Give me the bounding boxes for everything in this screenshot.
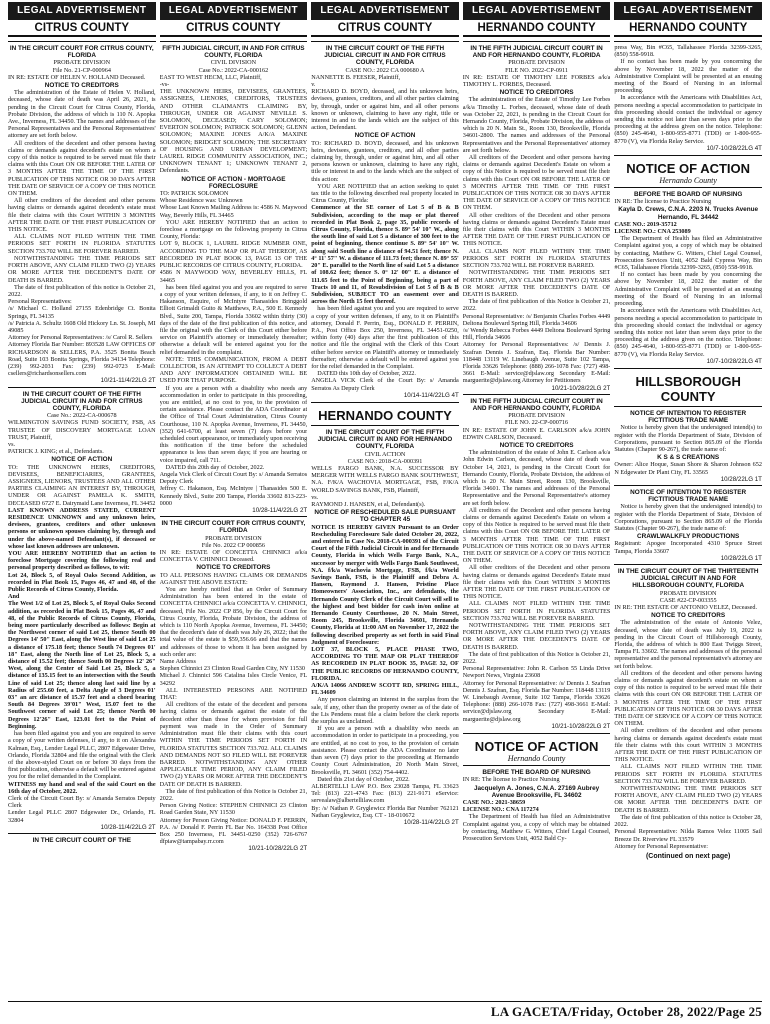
notice-paragraph: 10/21-10/28/22LG 2T: [248, 845, 308, 853]
notice-paragraph: 4586 N MAYWOOD WAY, BEVERLEY HILLS, FL 34465: [159, 269, 308, 284]
section-rule: [311, 402, 459, 403]
notice-paragraph: IN RE: The license to Practice Nursing: [462, 776, 560, 784]
legal-notice: [8, 41, 156, 385]
notice-paragraph: The administration of the Estate of Timothy Lee Forbes a/k/a Timothy L. Forbes, deceased, whose date of death was October 22, 2021, is pending in the Circuit Court for Hernando County, Florida, Probate Division, the address of which is 20 N. Main St., Room 130, Brooksville, Florida 34601-2800. The names and addresses of the Personal Representatives and the Personal Representatives' attorney are set forth below.: [462, 96, 611, 154]
notice-paragraph: IN RE: ESTATE OF HELEN V. HOLLAND Deceased.: [8, 73, 146, 81]
notice-paragraph: All other creditors of the Decedent and other persons having claims or demands against Decedent's Estate must file their claims with this Court WITHIN 3 MONTHS AFTER THE DATE OF THE FIRST PUBLICATION OF THIS NOTICE.: [462, 211, 611, 248]
notice-paragraph: All creditors of the Decedent and other persons having claims or demands against Decedent's Estate on whom a copy of this Notice is required to be served must file their claims with this Court ON OR BEFORE THE LATER OF 3 MONTHS AFTER THE TIME OF THE FIRST PUBLICATION OF THIS NOTICE OR 30 DAYS AFTER THE DATE OF SERVICE OF A COPY OF THIS NOTICE ON THEM.: [462, 506, 611, 565]
notice-paragraph: ALBERTELLI LAW P.O. Box 23028 Tampa, FL 33623 Tel: (813) 221-4743 Fax: (813) 221-9171 eService: servealaw@albertellilaw.com: [311, 782, 459, 805]
notice-paragraph: FILE NO. 2022-CP-0911: [505, 66, 568, 74]
notice-paragraph: CASE NO.: 2019-35712: [614, 220, 677, 228]
notice-paragraph: 10/21-10/28/22LG 2T: [551, 384, 611, 392]
notice-paragraph: has been filed against you and you are required to serve a copy of your written defenses, if any, to it on Plaintiff's attorney, Donald F. Perrin, Esq., DONALD F. PERRIN, P.A., Post Office Box 250, Inverness, FL 34451-0250, within forty (40) days after the first publication of this notice and file the original with the Clerk of this Court either before service on Plaintiff's attorney or immediately thereafter; otherwise a default will be entered against you for the relief demanded in the Complaint.: [311, 305, 459, 370]
legal-notice: [8, 833, 156, 844]
notice-paragraph: /s/ Patricia A. Schultz 1608 Old Hickory Ln. St. Joseph, MI 49085: [8, 319, 156, 334]
notice-paragraph: NOTICE TO CREDITORS: [196, 564, 271, 572]
notice-paragraph: PATRICK J. KING; et al., Defendants.: [8, 448, 104, 456]
columns-container: [8, 2, 762, 1000]
notice-paragraph: All creditors of the decedent and other persons having claims or demands against decedent's estate on whom a copy of this notice is required to be served must file their claims with this court ON OR BEFORE THE LATER OF 3 MONTHS AFTER THE TIME OF THE FIRST PUBLICATION OF THIS NOTICE OR 30 DAYS AFTER THE DATE OF SERVICE OF A COPY OF THIS NOTICE ON THEM.: [614, 669, 762, 728]
notice-paragraph: Jacquelyn A. Jones, C.N.A. 27169 Aubrey Avenue Brooksville, FL 34602: [473, 784, 600, 799]
notice-paragraph: LAST KNOWN ADDRESS STATED, CURRENT RESIDENCE UNKNOWN and any unknown heirs, devisees, grantees, creditors and other unknown persons or unknown spouses claiming by, through and under the above-named Defendant(s), if deceased or whose last known addresses are unknown.: [8, 506, 156, 550]
notice-paragraph: 10/28/22LG 1T: [720, 554, 762, 562]
notice-paragraph: Whose Last Known Mailing Address is: 4586 N. Maywood Way, Beverly Hills, FL 34465: [159, 204, 308, 219]
notice-paragraph: IN RE: ESTATE OF TIMOTHY LEE FORBES a/k/a TIMOTHY L. FORBES, Deceased.: [462, 73, 611, 89]
notice-paragraph: CIVIL ACTION: [364, 450, 406, 458]
section-subtitle: Hernando County: [659, 176, 717, 186]
notice-paragraph: The Department of Health has filed an Administrative Complaint against you, a copy of which may be obtained by contacting, Matthew G. Witters, Chief Legal Counsel, Prosecution Services Unit, 4052 Bald Cypress Way, Bin #C65, Tallahassee Florida 32399-3265, (850) 558-9918.: [614, 235, 762, 272]
notice-paragraph: A/K/A 14066 ANDREW SCOTT RD, SPRING HILL, FL 34609: [311, 682, 459, 697]
section-title: HERNANDO COUNTY: [318, 407, 452, 423]
notice-paragraph: TO: RICHARD D. BOYD, deceased, and his unknown heirs, devisees, grantees, creditors, and all other parties claiming by, through, under or against him, and all other persons known or unknown, claiming to have any right, title or interest in and to the lands which are the subject of this action:: [311, 139, 459, 183]
notice-paragraph: Lender Legal PLLC 2807 Edgewater Dr., Orlando, FL 32804: [8, 809, 156, 824]
section-title: NOTICE OF ACTION: [474, 739, 599, 755]
notice-paragraph: IN THE FIFTH JUDICIAL CIRCUIT COURT IN AND FOR HERNANDO COUNTY, FLORIDA: [470, 397, 603, 412]
notice-paragraph: CIVIL DIVISION: [210, 59, 257, 67]
column-3: [311, 2, 459, 1000]
notice-paragraph: In accordance with the Americans with Disabilities Act, persons needing a special accommodation to participate in this proceeding should contact the individual or agency sending this notice not later than seven days prior to the proceeding at the address given on the notice. Telephone: (850) 245-4640, 1-800-955-8771 (TDD) or 1-800-955-8770 (V), via Florida Relay Service.: [614, 307, 762, 358]
notice-paragraph: Attorney for Personal Representatives: /s/ Carol R. Sellers: [8, 334, 153, 342]
notice-paragraph: 10/21-10/28/22LG 2T: [551, 722, 611, 730]
notice-paragraph: IN THE CIRCUIT COURT OF THE: [32, 836, 131, 844]
notice-paragraph: NOTWITHSTANDING THE TIME PERIODS SET FORTH ABOVE, ANY CLAIM FILED TWO (2) YEARS OR MORE AFTER THE DECEDENT'S DATE OF DEATH IS BARRED.: [462, 622, 611, 651]
notice-paragraph: File No. 21-CP-000964: [52, 66, 111, 74]
notice-paragraph: BEFORE THE BOARD OF NURSING: [634, 191, 743, 199]
notice-paragraph: WILMINGTON SAVINGS FUND SOCIETY, FSB, AS TRUSTEE OF DISCOVERY MORTGAGE LOAN TRUST, Plaintiff,: [8, 419, 156, 441]
column-2: [160, 2, 308, 1000]
notice-paragraph: press Way, Bin #C65, Tallahassee Florida 32399-3265, (850) 558-9918.: [614, 44, 762, 59]
notice-paragraph: LICENSE NO.: CNA 253089: [614, 228, 691, 236]
page-footer: LA GACETA/Friday, October 28, 2022/Page 25: [490, 1004, 762, 1019]
notice-paragraph: RICHARD D. BOYD, deceased, and his unknown heirs, devisees, grantees, creditors, and all other parties claiming by, through, under or against him, and all other persons known or unknown, claiming to have any right, title or interest in and to the lands which are the subject of this action, Defendant.: [311, 88, 459, 132]
notice-paragraph: And: [8, 593, 20, 601]
column-header: LEGAL ADVERTISEMENT: [8, 2, 156, 20]
notice-paragraph: Attorney for Personal Representative:: [614, 842, 709, 850]
notice-paragraph: All creditors of the estate of the decedent and persons having claims or demands against the estate of the decedent other than those for whom provision for full payment was made in the Order of Summary Administration must file their claims with this court WITHIN THE TIME PERIODS SET FORTH IN FLORIDA STATUTES SECTION 733.702. ALL CLAIMS AND DEMANDS NOT SO FILED WILL BE FOREVER BARRED. NOTWITHSTANDING ANY OTHER APPLICABLE TIME PERIOD, ANY CLAIM FILED TWO (2) YEARS OR MORE AFTER THE DECEDENT'S DATE OF DEATH IS BARRED.: [159, 701, 308, 788]
notice-paragraph: All other creditors of the decedent and other persons having claims or demands against decedent's estate must file their claims with this Court WITHIN 3 MONTHS AFTER THE DATE OF THE FIRST PUBLICATION OF THIS NOTICE.: [8, 197, 156, 234]
notice-paragraph: DATED this 10th day of October, 2022.: [317, 370, 416, 378]
notice-paragraph: CRAWLWALKFLY PRODUCTIONS: [637, 533, 740, 541]
notice-paragraph: Michael J. Chinnici 596 Catalina Isles Circle Venice, FL 34292: [159, 672, 308, 687]
notice-paragraph: YOU ARE HEREBY NOTIFIED that an action to foreclose a mortgage on the following property in Citrus County, Florida:: [159, 218, 308, 241]
notice-paragraph: NOTICE OF ACTION - MORTGAGE FORECLOSURE: [181, 175, 286, 190]
notice-paragraph: IN RE: THE ESTATE OF ANTONIO VELEZ, Deceased.: [614, 604, 758, 611]
notice-paragraph: 10/7-10/28/22LG 4T: [706, 144, 762, 152]
notice-paragraph: Personal Representative: John R. Carlson 55 Linda Drive Newport News, Virginia 23608: [462, 665, 611, 680]
section-title: HILLSBOROUGH COUNTY: [635, 373, 741, 404]
notice-paragraph: PROBATE DIVISION: [508, 412, 565, 420]
notice-paragraph: Personal Representative: Nilda Ramos Velez 11005 Sail Breeze Dr. Riverview FL 33579: [614, 828, 762, 843]
notice-paragraph: v.: [311, 81, 316, 89]
notice-paragraph: FIFTH JUDICIAL CIRCUIT, IN AND FOR CITRUS COUNTY, FLORIDA: [162, 45, 305, 60]
notice-paragraph: CASE #22-CP-003355: [659, 596, 717, 604]
notice-paragraph: IN RE: The license to Practice Nursing: [614, 198, 712, 206]
notice-paragraph: NOTICE IS HEREBY GIVEN Pursuant to an Order Rescheduling Foreclosure Sale dated October 20, 2022, and entered in Case No. 2018-CA-000391 of the Circuit Court of the Fifth Judicial Circuit in and for Hernando County, Florida in which Wells Fargo Bank, N.A., successor by merger with Wells Fargo Bank Southwest, N.A. f/k/a Wachovia Mortgage, FSB, f/k/a World Savings Bank, FSB, is the Plaintiff and Debra A. Hansen, Raymond J. Hansen, Pristine Place Homeowners' Association, Inc., are defendants, the Hernando County Clerk of the Circuit Court will sell to the highest and best bidder for cash in/on online at Hernando County Courthouse, 20 N. Main Street, Room 245, Brooksville, Florida 34601, Hernando County, Florida at 11:00 AM on November 17, 2022 the following described property as set forth in said Final Judgment of Foreclosure:: [311, 523, 459, 646]
legal-notice: [311, 425, 459, 826]
notice-paragraph: 10/28-11/4/22LG 2T: [252, 507, 308, 514]
notice-paragraph: IN RE: ESTATE OF JOHN E. CARLSON a/k/a JOHN EDWIN CARLSON, Deceased.: [462, 426, 611, 441]
notice-paragraph: Owner: Alice Hoque, Susan Shore & Sharon Johnson 652 N Edgewater Dr Plant City, FL 33565: [614, 461, 762, 476]
county-heading: HERNANDO COUNTY: [463, 22, 611, 37]
legal-notice: [311, 41, 459, 399]
notice-paragraph: PROBATE DIVISION: [659, 589, 717, 597]
notice-paragraph: If you are a person with a disability who needs an accommodation in order to participate in a proceeding, you are entitled, at no cost to you, to the provision of certain assistance. Please contact the ADA Coordinator no later than seven (7) days prior to the proceeding at Hernando County Court Administration, 20 North Main Street, Brooksville, FL 34601 (352) 754-4402.: [311, 725, 459, 776]
notice-paragraph: WITNESS my hand and seal of the said Court on the 16th day of October, 2022.: [8, 780, 156, 795]
column-header: LEGAL ADVERTISEMENT: [463, 2, 611, 20]
notice-paragraph: IN THE CIRCUIT COURT FOR CITRUS COUNTY, FLORIDA: [9, 45, 154, 60]
legal-notice: [463, 41, 611, 392]
notice-paragraph: Jeffrey C. Hakanson, Esq. McIntyre | Thanasides 500 E. Kennedy Blvd., Suite 200 Tampa, Florida 33602 813-223-0000: [159, 485, 308, 507]
notice-paragraph: LICENSE NO.: CNA 117274: [462, 806, 539, 814]
notice-paragraph: ALL CLAIMS NOT FILED WITHIN THE TIME PERIODS SET FORTH IN FLORIDA STATUTES SECTION 733.702 WILL BE FOREVER BARRED.: [462, 600, 611, 622]
notice-paragraph: NOTICE TO CREDITORS: [44, 82, 119, 90]
notice-paragraph: The administration of the estate of Antonio Velez, deceased, whose date of death was July 19, 2022 is pending in the Circuit Court of Hillsborough County, Florida, the address of which is 800 East Twiggs Street, Tampa FL 33602. The names and addresses of the personal representative and the personal representative's attorney are set forth below.: [614, 619, 762, 670]
notice-paragraph: NOTICE OF INTENTION TO REGISTER FICTITIOUS TRADE NAME: [630, 409, 747, 425]
notice-paragraph: Case No.: 2022-CA-000678: [46, 412, 117, 420]
notice-paragraph: Clerk of the Circuit Court By: s/ Amanda Serratos Deputy Clerk: [8, 794, 156, 810]
legal-notice: [160, 516, 308, 852]
notice-paragraph: TO: THE UNKNOWN HEIRS, CREDITORS, DEVISEES, BENEFICIARIES, GRANTEES, ASSIGNEES, LIENORS, TRUSTEES AND ALL OTHER PARTIES CLAIMING AN INTEREST BY, THROUGH, UNDER OR AGAINST PAMELA K. SMITH, DECEASED 6727 E. Dairymaid Lane Inverness, FL 34452: [8, 463, 156, 507]
notice-paragraph: has been filed against you and you are required to serve a copy of your written defenses, if any, to it on Alexandra Kalman, Esq., Lender Legal PLLC, 2807 Edgewater Drive, Orlando, Florida 32804 and file the original with the Clerk of the above-styled Court on or before 30 days from the first publication, otherwise a default will be entered against you for the relief demanded in the Complaint.: [8, 730, 156, 781]
notice-paragraph: All creditors of the Decedent and other persons having claims or demands against Decedent's Estate on whom a copy of this Notice is required to be served must file their claims with this Court ON OR BEFORE THE LATER OF 3 MONTHS AFTER THE TIME OF THE FIRST PUBLICATION OF THIS NOTICE OR 30 DAYS AFTER THE DATE OF SERVICE OF A COPY OF THIS NOTICE ON THEM.: [462, 154, 611, 212]
notice-paragraph: Case No.: 2022-CA-000162: [198, 66, 269, 74]
footer-rule: [8, 1001, 762, 1002]
notice-paragraph: vs.: [311, 493, 319, 501]
notice-paragraph: All other creditors of the Decedent and other persons having claims or demands against Decedent's Estate must file their claims with this Court WITHIN 3 MONTHS AFTER THE DATE OF THE FIRST PUBLICATION OF THIS NOTICE.: [462, 564, 611, 601]
notice-paragraph: In accordance with the Americans with Disabilities Act, persons needing a special accommodation to participate in this proceeding should contact the individual or agency sending this notice not later than seven days prior to the proceeding at the address given on the notice. Telephone: (850) 245-4640, 1-800-955-8771 (TDD) or 1-800-955-8770 (V), via Florida Relay Service.: [614, 94, 762, 145]
notice-paragraph: YOU ARE HEREBY NOTIFIED that an action to foreclose Mortgage covering the following real and personal property described as follows, to wit:: [8, 550, 156, 572]
notice-paragraph: NOTICE OF INTENTION TO REGISTER FICTITIOUS TRADE NAME: [630, 488, 747, 504]
notice-paragraph: 10/28/22LG 1T: [720, 475, 762, 483]
notice-paragraph: FILE NO. 22-CP-000716: [505, 419, 569, 427]
notice-paragraph: The administration of the Estate of Helen V. Holland, deceased, whose date of death was April 26, 2021, is pending in the Circuit Court for Citrus County, Florida, Probate Division, the address of which is 110 N. Apopka Ave., Inverness, FL 34450. The names and addresses of the Personal Representatives and the Personal Representatives' attorney are set forth below.: [8, 89, 156, 140]
notice-paragraph: Attorney Florida Bar Number: 893528 LAW OFFICES OF RICHARDSON & SELLERS, P.A. 3525 Bonita Beach Road, Suite 103 Bonita Springs, Florida 34134 Telephone: (239) 992-2031 Fax: (239) 992-0723 E-Mail: csellers@richardsonsellers.com: [8, 341, 156, 378]
column-5: [614, 2, 762, 1000]
notice-paragraph: Notice is hereby given that the undersigned intend(s) to register with the Florida Department of State, Division of Corporations, pursuant to Section 865.09 of the Florida Statutes (Chapter 90-267), the trade name of:: [614, 424, 762, 453]
notice-paragraph: 10/28-11/4/22LG 2T: [100, 823, 156, 831]
notice-paragraph: 10/7-10/28/22LG 4T: [706, 357, 762, 365]
column-header: LEGAL ADVERTISEMENT: [614, 2, 762, 20]
notice-paragraph: The date of first publication of this Notice is October 21, 2022.: [159, 787, 308, 802]
county-heading: CITRUS COUNTY: [160, 22, 308, 37]
notice-paragraph: -vs-: [159, 81, 170, 89]
notice-paragraph: Registrant: Apogee Incorporated 4310 Spruce Street Tampa, Florida 33607: [614, 540, 762, 555]
notice-paragraph: Lot 24, Block 5, of Royal Oaks Second Addition, as recorded in Plat Book 15, Pages 46, 47 and 48, of the Public Records of Citrus County, Florida.: [8, 571, 156, 594]
notice-paragraph: If no contact has been made by you concerning the above by November 18, 2022 the matter of the Administrative Complaint will be presented at an ensuing meeting of the Board of Nursing in an informal proceeding.: [614, 58, 762, 95]
notice-paragraph: All creditors of the decedent and other persons having claims or demands against decedent's estate on whom a copy of this notice is required to be served must file their claims with this Court ON OR BEFORE THE LATER OF 3 MONTHS AFTER THE TIME OF THE FIRST PUBLICATION OF THIS NOTICE OR 30 DAYS AFTER THE DATE OF SERVICE OF A COPY OF THIS NOTICE ON THEM.: [8, 139, 156, 198]
notice-paragraph: ALL INTERESTED PERSONS ARE NOTIFIED THAT:: [159, 686, 308, 702]
notice-paragraph: Name Address: [159, 658, 196, 666]
column-1: [8, 2, 156, 1000]
notice-paragraph: Notice is hereby given that the undersigned intend(s) to register with the Florida Department of State, Division of Corporations, pursuant to Section 865.09 of the Florida Statutes (Chapter 90-267), the trade name of:: [614, 503, 762, 532]
notice-paragraph: Attorney for Personal Representative: /s/ Dennis J. Szafran Dennis J. Szafran, Esq. Florida Bar Number: 118448 13119 W. Linebaugh Avenue, Suite 102 Tampa, Florida 33626 Telephone: (888) 266-1078 Fax: (727) 498-3661 E-Mail: service@djslaw.org Secondary E-Mail: marguerite@djslaw.org: [462, 679, 611, 723]
section-subtitle: Hernando County: [507, 754, 566, 764]
column-4: [463, 2, 611, 1000]
notice-paragraph: NOTICE TO CREDITORS: [499, 89, 574, 97]
continued-note: (Continued on next page): [645, 852, 731, 860]
county-heading: CITRUS COUNTY: [8, 22, 156, 37]
section-rule: [463, 733, 611, 734]
column-header: LEGAL ADVERTISEMENT: [311, 2, 459, 20]
notice-paragraph: IN THE CIRCUIT COURT OF THE FIFTH JUDICIAL CIRCUIT IN AND FOR CITRUS COUNTY, FLORIDA: [21, 390, 143, 412]
notice-paragraph: Commence at the SE corner of Lot 5 of B & B Subdivision, according to the map or plat thereof recorded in Plat Book 2, page 35, public records of Citrus County, Florida, thence S. 89° 54' 10" W., along the south line of said Lot 5 a distance of 300 feet to the point of beginning, thence continue S. 89° 54' 10" W. along said South line a distance of 94.51 feet; thence N. 4° 11' 57" W. a distance of 111.73 feet; thence N. 89° 55' 20" E. parallel to the North line of said Lot 5 a distance of 108.62 feet; thence S. 0° 12' 00" E. a distance of 111.65 feet to the Point of Beginning, being a part of Tracts 10 and 11, of Resubdivision of Lot 5 of B & B Subdivision, SUBJECT TO an easement over and across the North 15 feet thereof.: [311, 204, 459, 306]
county-heading: CITRUS COUNTY: [311, 22, 459, 37]
legal-notice: [614, 406, 762, 483]
notice-paragraph: 10/28-11/4/22LG 2T: [403, 818, 459, 826]
notice-paragraph: NOTWITHSTANDING THE TIME PERIODS SET FORTH ABOVE, ANY CLAIM FILED TWO (2) YEARS OR MORE AFTER THE DECEDENT'S DATE OF DEATH IS BARRED.: [462, 269, 611, 298]
notice-paragraph: Stephen Chinnici 23 Clinton Road Garden City, NY 11530: [159, 665, 305, 673]
notice-paragraph: EAST TO WEST HECM, LLC, Plaintiff,: [159, 73, 262, 81]
notice-paragraph: PROBATE DIVISION: [53, 59, 111, 67]
legal-notice: [614, 485, 762, 562]
notice-paragraph: 10/21-11/4/22LG 2T: [100, 377, 156, 385]
notice-paragraph: K S & S CREATIONS: [657, 454, 720, 462]
notice-paragraph: /s/ Wendy Rebecca Forbes 4449 Deltona Boulevard Spring Hill, Florida 34606: [462, 326, 611, 342]
notice-paragraph: NOTE: THIS COMMUNICATION, FROM A DEBT COLLECTOR, IS AN ATTEMPT TO COLLECT A DEBT AND ANY INFORMATION OBTAINED WILL BE USED FOR THAT PURPOSE.: [159, 355, 308, 385]
notice-paragraph: Personal Representatives:: [8, 298, 72, 306]
notice-paragraph: NOTICE TO CREDITORS: [651, 612, 726, 620]
notice-paragraph: NOTICE OF RESCHEDULED SALE PURSUANT TO CHAPTER 45: [314, 509, 456, 524]
notice-paragraph: Person Giving Notice: STEPHEN CHINNICI 23 Clinton Road Garden State, NY 11530: [159, 802, 308, 817]
notice-paragraph: Dated this 21st day of October, 2022.: [317, 775, 410, 783]
notice-paragraph: NOTWITHSTANDING THE TIME PERIODS SET FORTH ABOVE, ANY CLAIM FILED TWO (2) YEARS OR MORE AFTER THE DECEDENT'S DATE OF DEATH IS BARRED.: [614, 785, 762, 814]
notice-paragraph: Whose Residence was: Unknown: [159, 197, 243, 205]
notice-paragraph: The date of first publication of this notice is October 28, 2022.: [614, 813, 762, 829]
notice-paragraph: All other creditors of the decedent and other persons having claims or demands against decedent's estate must file their claims with this court WITHIN 3 MONTHS AFTER THE DATE OF THE FIRST PUBLICATION OF THIS NOTICE.: [614, 727, 762, 764]
notice-paragraph: IN THE CIRCUIT COURT OF THE THIRTEENTH JUDICIAL CIRCUIT IN AND FOR HILLSBOROUGH COUNTY, FLORIDA: [617, 567, 759, 590]
notice-paragraph: If no contact has been made by you concerning the above by November 18, 2022 the matter of the Administrative Complaint will be presented at an ensuing meeting of the Board of Nursing in an informal proceeding.: [614, 271, 762, 308]
notice-paragraph: You are hereby notified that an Order of Summary Administration has been entered in the estate of CONCETTA CHINNICI a/k/a CONCETTA V. CHINNICI, deceased, File No. 2022 CP 856, by the Circuit Court for Citrus County, Florida, Probate Division, the address of which is 110 North Apopka Avenue, Inverness, FL 34450; that the decedent's date of death was July 26, 2022; that the total value of the estate is $59,356.66 and that the names and addresses of those to whom it has been assigned by such order are:: [159, 586, 308, 658]
notice-paragraph: The date of first publication of this notice is October 21, 2022.: [8, 283, 156, 298]
notice-paragraph: If you are a person with a disability who needs any accommodation in order to participate in this proceeding, you are entitled, at no cost to you, to the provision of certain assistance. Please contact the ADA Coordinator at the Office of Trial Court Administration, Citrus County Courthouse, 110 N. Apopka Avenue, Inverness, FL 34450, (352) 641-6700, at least seven (7) days before your scheduled court appearance, or immediately upon receiving this notification if the time before the scheduled appearance is less than seven days; if you are hearing or voice impaired, call 711.: [159, 384, 308, 464]
section-title: NOTICE OF ACTION: [626, 161, 751, 177]
legal-notice: [614, 41, 762, 152]
notice-paragraph: NOTWITHSTANDING THE TIME PERIODS SET FORTH ABOVE, ANY CLAIM FILED TWO (2) YEARS OR MORE AFTER THE DECEDENT'S DATE OF DEATH IS BARRED.: [8, 254, 156, 284]
notice-paragraph: By: /s/ Nathan P. Gryglewicz Florida Bar Number 762121 Nathan Gryglewicz, Esq. CT - 18-010672: [311, 804, 459, 819]
notice-paragraph: 10/14-11/4/22LG 4T: [403, 391, 459, 399]
notice-paragraph: has been filed against you and you are required to serve a copy of your written defenses, if any, to it on Jeffrey C. Hakanson, Esquire, of McIntyre Thanasides Bringgold Elliott Grimaldi Guito & Matthews, P.A., 500 E. Kennedy Blvd., Suite 200, Tampa, Florida 33602 within thirty (30) days of the date of the first publication of this notice, and file the original with the Clerk of this Court either before service on Plaintiff's attorney or immediately thereafter; otherwise a default will be entered against you for the relief demanded in the complaint.: [159, 283, 308, 356]
legal-notice: [463, 394, 611, 730]
notice-paragraph: PROBATE DIVISION: [205, 534, 262, 542]
notice-paragraph: The date of first publication of this Notice is October 21, 2022.: [462, 298, 611, 313]
notice-paragraph: NOTICE TO CREDITORS: [499, 441, 574, 449]
notice-paragraph: The Department of Health has filed an Administrative Complaint against you, a copy of which may be obtained by contacting, Matthew G. Witters, Chief Legal Counsel, Prosecution Services Unit, 4052 Bald Cy-: [462, 813, 611, 842]
notice-paragraph: YOU ARE NOTIFIED that an action seeking to quiet tax title to the following described real property located in Citrus County, Florida:: [311, 182, 459, 205]
legal-notice: [8, 387, 156, 831]
notice-paragraph: Kayla D. Crews, C.N.A. 2203 N. Trucks Avenue Hernando, FL 34442: [618, 206, 759, 221]
county-heading: HERNANDO COUNTY: [614, 22, 762, 37]
legal-notice: [160, 41, 308, 514]
notice-paragraph: CASE NO.: 2018-CA-000391: [347, 457, 423, 465]
notice-paragraph: Personal Representative: /s/ Benjamin Charles Forbes 4449 Deltona Boulevard Spring Hill, Florida 34606: [462, 312, 611, 327]
notice-paragraph: BEFORE THE BOARD OF NURSING: [482, 769, 591, 777]
notice-paragraph: The West 1/2 of Lot 25, Block 5, of Royal Oaks Second addition, as recorded in Plat Book 15, Pages 46, 47 and 48, of the Public Records of Citrus County, Florida, being more particularly described as follows: Begin at the Northwest corner of said Lot 25, thence South 00 Degrees 14' 50" East, along the West line of said Lot 25 a distance of 175.18 feet; thence South 74 Degrees 01' 18" East, along the North line of Lot 25, Block 5, a distance of 15.52 feet; thence South 00 Degrees 12' 26" West, along the Center of Said Lot 25, Block 5, a distance of 135.15 feet to an intersection with the South Line of said Lot 25; thence along last said line by a Radius of 255.60 feet, a Delta Angle of 3 Degrees 01' 03" an arc distance of 15.37 feet and a chord bearing South 84 Degrees 39'01" West, 15.07 feet to the Southwest corner of said Lot 25; thence North 00 Degrees 12'26" East, 123.01 feet to the Point of Beginning.: [8, 600, 156, 730]
notice-paragraph: IN RE: ESTATE OF CONCETTA CHINNICI a/k/a CONCETTA V. CHINNICI Deceased.: [159, 549, 308, 564]
notice-paragraph: NOTICE OF ACTION: [354, 132, 416, 140]
notice-paragraph: LOT 37, BLOCK 5, PLACE PHASE TWO, ACCORDING TO THE MAP OR PLAT THEREOF AS RECORDED IN PLAT BOOK 35, PAGE 32, OF THE PUBLIC RECORDS OF HERNANDO COUNTY, FLORIDA.: [311, 646, 459, 682]
notice-paragraph: Any person claiming an interest in the surplus from the sale, if any, other than the property owner as of the date of the Lis Pendens must file a claim before the clerk reports the surplus as unclaimed.: [311, 696, 459, 726]
notice-paragraph: CASE NO.: 2022 CA 000680 A: [345, 66, 425, 74]
notice-paragraph: File No. 2022 CP 000856: [201, 541, 265, 549]
notice-paragraph: ANGELA VICK Clerk of the Court By: s/ Amanda Serratos As Deputy Clerk: [311, 377, 459, 392]
notice-paragraph: LOT 9, BLOCK 1, LAUREL RIDGE NUMBER ONE, ACCORDING TO THE MAP OR PLAT THEREOF, AS RECORDED IN PLAT BOOK 13, PAGE 13 OF THE PUBLIC RECORDS OF CITRUS COUNTY, FLORIDA.: [159, 240, 308, 270]
notice-paragraph: IN THE FIFTH JUDICIAL CIRCUIT COURT IN AND FOR HERNANDO COUNTY, FLORIDA: [470, 45, 603, 60]
notice-paragraph: DATED this 20th day of October, 2022.: [165, 463, 265, 471]
notice-paragraph: PROBATE DIVISION: [508, 59, 565, 67]
notice-paragraph: ALL CLAIMS NOT FILED WITHIN THE TIME PERIODS SET FORTH IN FLORIDA STATUTES SECTION 733.702 WILL BE FOREVER BARRED.: [462, 247, 611, 270]
notice-paragraph: The administration of the estate of John E. Carlson a/k/a John Edwin Carlson, deceased, whose date of death was October 14, 2021, is pending in the Circuit Court for Hernando County, Florida, Probate Division, the address of which is 20 N. Main Street, Room 130, Brooksville, Florida 34601. The names and addresses of the Personal Representative and the Personal Representative's attorney are set forth below.: [462, 449, 611, 507]
notice-paragraph: vs.: [8, 440, 16, 448]
notice-paragraph: /s/ Michael C. Holland 27155 Edenbridge Ct. Bonita Springs, FL 34135: [8, 305, 156, 320]
notice-paragraph: The date of first publication of this Notice is October 21, 2022.: [462, 650, 611, 666]
notice-paragraph: TO: PATRICK SOLOMON: [159, 190, 229, 198]
notice-paragraph: IN THE CIRCUIT COURT OF THE FIFTH JUDICIAL CIRCUIT IN AND FOR HERNANDO COUNTY, FLORIDA: [317, 428, 453, 451]
notice-paragraph: ALL CLAIMS NOT FILED WITHIN THE TIME PERIODS SET FORTH IN FLORIDA STATUTES SECTION 733.702 WILL BE FOREVER BARRED.: [8, 233, 156, 255]
legal-notice: [463, 765, 611, 842]
legal-notice: [614, 187, 762, 365]
notice-paragraph: Angela Vick Clerk of Circuit Court By: s/ Amanda Serratos Deputy Clerk: [159, 470, 308, 486]
notice-paragraph: RAYMOND J. HANSEN, et al, Defendant(s).: [311, 500, 426, 508]
legal-notice: [614, 564, 762, 850]
notice-paragraph: NANNETTE B. FEESER, Plaintiff,: [311, 73, 401, 81]
notice-paragraph: CASE NO.: 2021-38659: [462, 798, 526, 806]
notice-paragraph: ALL CLAIMS NOT FILED WITHIN THE TIME PERIODS SET FORTH IN FLORIDA STATUTES SECTION 733.702 WILL BE FOREVER BARRED.: [614, 763, 762, 785]
notice-paragraph: IN THE CIRCUIT COURT FOR CITRUS COUNTY, FLORIDA: [161, 520, 306, 535]
notice-paragraph: NOTICE OF ACTION: [51, 456, 113, 464]
notice-paragraph: THE UNKNOWN HEIRS, DEVISEES, GRANTEES, ASSIGNEES, LIENORS, CREDITORS, TRUSTEES AND OTHER CLAIMANTS CLAIMING BY, THROUGH, UNDER OR AGAINST NEVILLE S. SOLOMON, DECEASED; CARY SOLOMON; EVERTON SOLOMON; PATRICK SOLOMON; GLENN SOLOMON; MAXINE JONES A/K/A MAXINE SOLOMON; BRIDGET SOLOMON; THE SECRETARY OF HOUSING AND URBAN DEVELOPMENT; LAUREL RIDGE COMMUNITY ASSOCIATION, INC.; UNKNOWN TENANT 1; UNKNOWN TENANT 2, Defendants.: [159, 88, 308, 175]
section-rule: [614, 368, 762, 369]
column-header: LEGAL ADVERTISEMENT: [160, 2, 308, 20]
notice-paragraph: IN THE CIRCUIT COURT OF THE FIFTH JUDICIAL CIRCUIT IN AND FOR CITRUS COUNTY, FLORIDA: [324, 45, 446, 67]
section-rule: [614, 155, 762, 156]
notice-paragraph: Attorney for Personal Representatives: /s/ Dennis J. Szafran Dennis J. Szafran, Esq. Florida Bar Number: 118448 13119 W. Linebaugh Avenue, Suite 102 Tampa, Florida 33626 Telephone: (888) 266-1078 Fax: (727) 498-3661 E-Mail: service@djslaw.org Secondary E-Mail: marguerite@djslaw.org Attorney for Petitioners: [462, 341, 611, 385]
notice-paragraph: TO ALL PERSONS HAVING CLAIMS OR DEMANDS AGAINST THE ABOVE ESTATE:: [159, 571, 308, 586]
notice-paragraph: WELLS FARGO BANK, N.A. SUCCESSOR BY MERGER WITH WELLS FARGO BANK SOUTHWEST, N.A. F/K/A WACHOVIA MORTGAGE, FSB, F/K/A WORLD SAVINGS BANK, FSB, Plaintiff,: [311, 464, 459, 494]
notice-paragraph: Attorney for Person Giving Notice: DONALD F. PERRIN, P.A. /s/ Donald F. Perrin FL Bar No. 164338 Post Office Box 250 Inverness, FL 34451-0250 (352) 726-6767 dfpiaw@tampabay.rr.com: [159, 816, 308, 846]
